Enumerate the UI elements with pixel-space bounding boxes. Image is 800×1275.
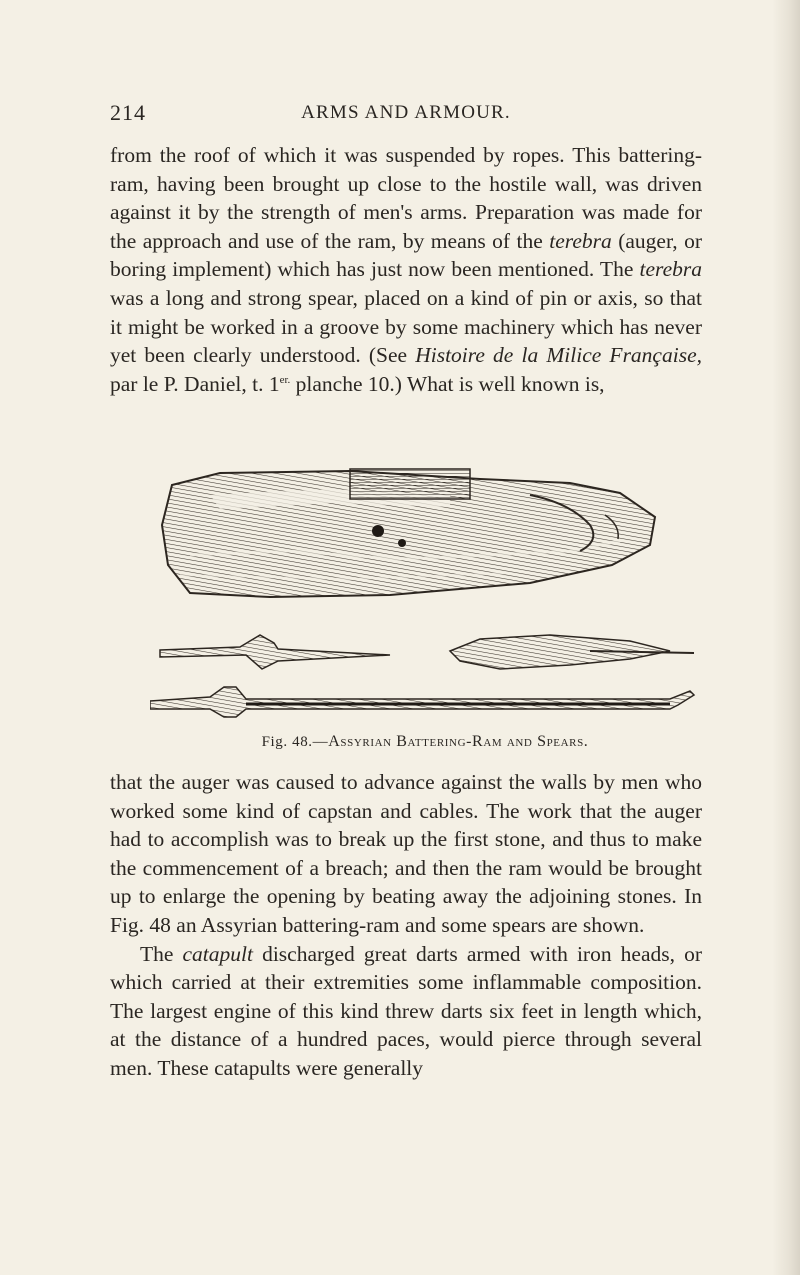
text-block-top: [110, 141, 702, 398]
text-run: (auger, or boring implement) which has just now been mentioned. The: [110, 228, 702, 282]
text-block-bottom: [110, 768, 702, 1083]
italic-term: terebra: [549, 228, 612, 253]
paragraph-bottom: that the auger was caused to advance against the walls by men who worked some kind of capstan and cables. The work that the auger had to accomplish was to break up the first stone, and thus to make the commencement of a breach; and then the ram would be brought up to enlarge the opening by beating away the adjoining stones. In Fig. 48 an Assyrian battering-ram and some spears are shown.: [110, 770, 702, 937]
paragraph-top: [110, 141, 702, 398]
text-run: The: [140, 941, 183, 966]
page-header: [110, 100, 702, 130]
text-run: from the roof of which it was suspended by ropes. This battering-ram, having been brought up close to the hostile wall, was driven against it by the strength of men's arms. Preparation was made for the approach and use of the ram, by means of the: [110, 143, 702, 253]
italic-term: catapult: [182, 941, 253, 966]
figure-48: [150, 455, 700, 755]
text-run: discharged great darts armed with iron heads, or which carried at their extremities some inflammable composition. The largest engine of this kind threw darts six feet in length which, at the distance of a hundred paces, would pierce through several men. These catapults were generally: [110, 941, 702, 1080]
figure-caption: [150, 733, 700, 751]
caption-title: Assyrian Battering-Ram and Spears.: [328, 733, 589, 750]
text-run: was a long and strong spear, placed on a kind of pin or axis, so that it might be worked in a groove by some machinery which has never yet been clearly understood. (See: [110, 285, 702, 368]
page-number: 214: [110, 100, 146, 125]
page-edge-shadow: [772, 0, 800, 1275]
italic-book-title: Histoire de la Milice Française,: [415, 343, 702, 368]
caption-label: Fig. 48.—: [261, 734, 329, 750]
running-title: ARMS AND ARMOUR.: [301, 102, 511, 123]
text-run: par le P. Daniel, t. 1: [110, 371, 280, 396]
italic-term: terebra: [639, 257, 702, 282]
superscript: er.: [279, 373, 291, 386]
paragraph-catapult: [110, 940, 702, 1083]
battering-ram-illustration: [150, 455, 700, 725]
text-run: planche 10.) What is well known is,: [290, 371, 605, 396]
